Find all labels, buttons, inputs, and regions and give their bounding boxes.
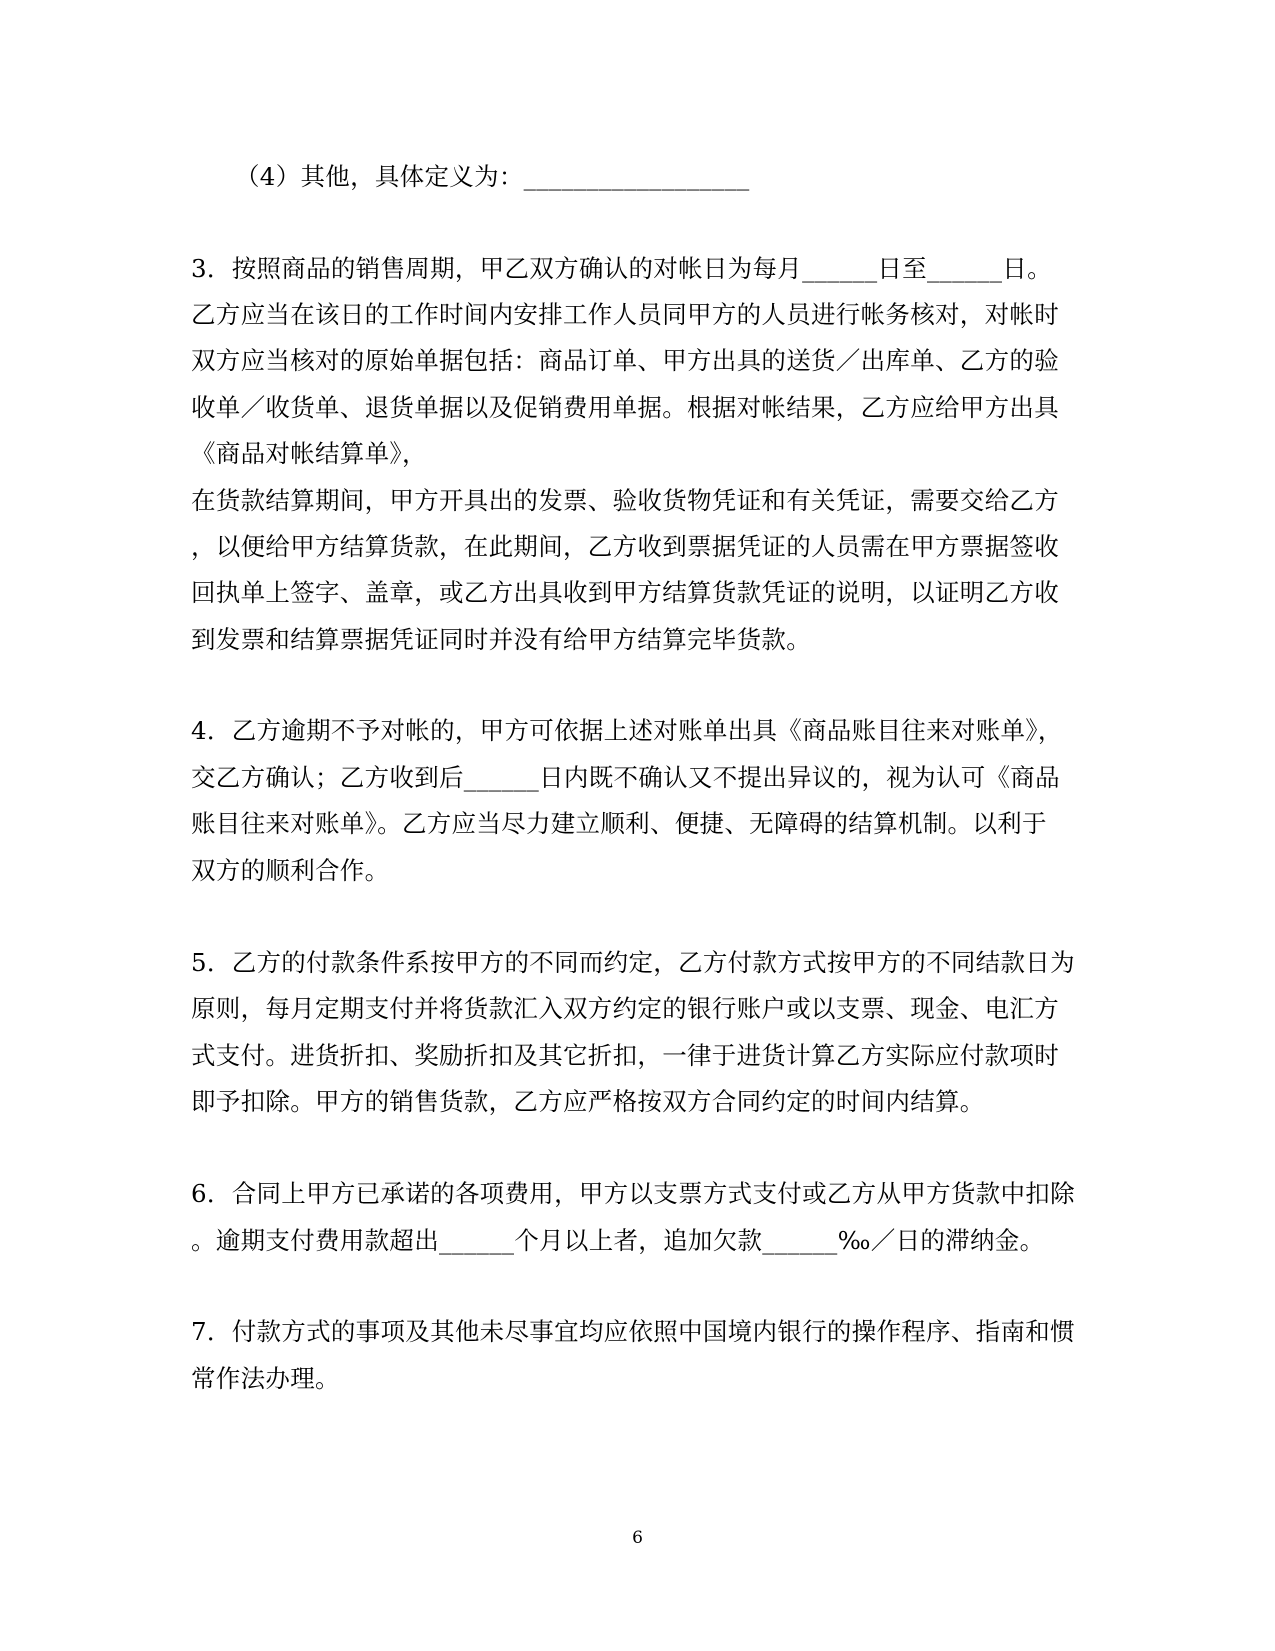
clause-5-line-2: 原则，每月定期支付并将货款汇入双方约定的银行账户或以支票、现金、电汇方	[191, 994, 1059, 1023]
clause-4-line-3: 账目往来对账单》。乙方应当尽力建立顺利、便捷、无障碍的结算机制。以利于	[191, 809, 1047, 838]
clause-3-line-4: 收单／收货单、退货单据以及促销费用单据。根据对帐结果，乙方应给甲方出具	[191, 393, 1059, 422]
clause-4-line-1: 4．乙方逾期不予对帐的，甲方可依据上述对账单出具《商品账目往来对账单》，	[191, 716, 1063, 745]
clause-7-line-1: 7．付款方式的事项及其他未尽事宜均应依照中国境内银行的操作程序、指南和惯	[191, 1317, 1075, 1346]
clause-6-line-2: 。逾期支付费用款超出______个月以上者，追加欠款______‰／日的滞纳金。	[191, 1226, 1045, 1255]
clause-3-line-2: 乙方应当在该日的工作时间内安排工作人员同甲方的人员进行帐务核对，对帐时	[191, 300, 1059, 329]
clause-2-item-4: （4）其他，具体定义为：__________________	[235, 162, 750, 191]
clause-3-line-6: 在货款结算期间，甲方开具出的发票、验收货物凭证和有关凭证，需要交给乙方	[191, 486, 1059, 515]
clause-5-line-4: 即予扣除。甲方的销售货款，乙方应严格按双方合同约定的时间内结算。	[191, 1087, 985, 1116]
clause-4-line-4: 双方的顺利合作。	[191, 856, 390, 885]
clause-3-line-5: 《商品对帐结算单》，	[191, 439, 427, 468]
clause-3-line-7: ，以便给甲方结算货款，在此期间，乙方收到票据凭证的人员需在甲方票据签收	[191, 532, 1059, 561]
clause-3-line-9: 到发票和结算票据凭证同时并没有给甲方结算完毕货款。	[191, 625, 811, 654]
page-number: 6	[632, 1528, 643, 1548]
clause-6-line-1: 6．合同上甲方已承诺的各项费用，甲方以支票方式支付或乙方从甲方货款中扣除	[191, 1179, 1075, 1208]
clause-3-line-3: 双方应当核对的原始单据包括：商品订单、甲方出具的送货／出库单、乙方的验	[191, 346, 1059, 375]
clause-4-line-2: 交乙方确认；乙方收到后______日内既不确认又不提出异议的，视为认可《商品	[191, 763, 1060, 792]
clause-3-line-8: 回执单上签字、盖章，或乙方出具收到甲方结算货款凭证的说明，以证明乙方收	[191, 578, 1059, 607]
clause-7-line-2: 常作法办理。	[191, 1364, 340, 1393]
clause-5-line-3: 式支付。进货折扣、奖励折扣及其它折扣，一律于进货计算乙方实际应付款项时	[191, 1041, 1059, 1070]
clause-3-line-1: 3．按照商品的销售周期，甲乙双方确认的对帐日为每月______日至______日。	[191, 254, 1052, 283]
clause-5-line-1: 5．乙方的付款条件系按甲方的不同而约定，乙方付款方式按甲方的不同结款日为	[191, 948, 1075, 977]
